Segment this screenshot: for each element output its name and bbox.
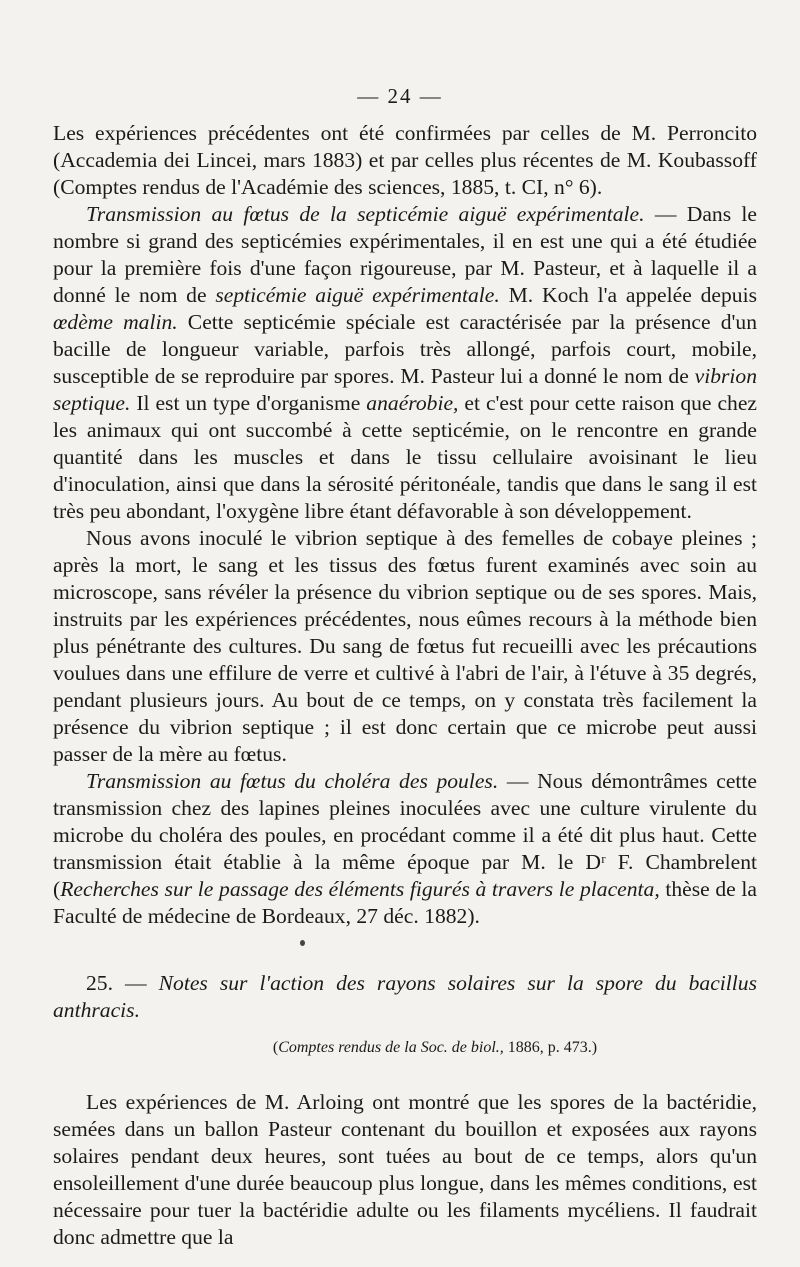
paragraph-2-text-d: Il est un type d'organisme <box>130 391 367 415</box>
paragraph-3: Nous avons inoculé le vibrion septique à des femelles de cobaye pleines ; après la mort, le sang et les tissus des fœtus furent examinés avec soin au microscope, sans révéler la présence du vibrion septique ou de ses spores. Mais, instruits par les expériences précédentes, nous eûmes recours à la méthode bien plus pénétrante des cultures. Du sang de fœtus fut recueilli avec les précautions voulues dans une effilure de verre et cultivé à l'abri de l'air, à l'étuve à 35 degrés, pendant plusieurs jours. Au bout de ce temps, on y constata très facilement la présence du vibrion septique ; il est donc certain que ce microbe peut aussi passer de la mère au fœtus. <box>53 526 757 766</box>
paragraph-4-text-b: thèse de la Faculté de médecine de Bordeaux, 27 déc. 1882). <box>53 877 757 928</box>
paragraph-1: Les expériences précédentes ont été confirmées par celles de M. Perroncito (Accademia dei Lincei, mars 1883) et par celles plus récentes de M. Koubassoff (Comptes rendus de l'Académie des sciences, 1885, t. CI, n° 6). <box>53 121 757 199</box>
term-septicemie: septicémie aiguë expérimentale. <box>215 283 500 307</box>
section-title-cholera: Transmission au fœtus du choléra des poules. <box>86 769 499 793</box>
term-oedeme: œdème malin. <box>53 310 178 334</box>
page-body <box>53 120 757 1251</box>
note-ref-journal: Comptes rendus de la Soc. de biol., <box>278 1039 504 1056</box>
note-heading <box>53 970 757 1024</box>
term-vibrion: vibrion septique. <box>53 364 757 415</box>
term-anaerobie: anaérobie, <box>366 391 459 415</box>
paragraph-2 <box>53 201 757 525</box>
paragraph-5: Les expériences de M. Arloing ont montré que les spores de la bactéridie, semées dans un ballon Pasteur contenant du bouillon et exposées aux rayons solaires pendant deux heures, sont tuées au bout de ce temps, alors qu'un ensoleillement d'une durée beaucoup plus longue, dans les mêmes conditions, est nécessaire pour tuer la bactéridie adulte ou les filaments mycéliens. Il faudrait donc admettre que la <box>53 1090 757 1249</box>
ink-spot <box>300 940 305 946</box>
paragraph-2-text-b: M. Koch l'a appelée depuis <box>499 283 757 307</box>
note-reference <box>53 1034 757 1061</box>
note-number: 25. — <box>86 971 159 995</box>
paragraph-4-text-a: — Nous démontrâmes cette transmission chez des lapines pleines inoculées avec une culture virulente du microbe du choléra des poules, en procédant comme il a été dit plus haut. Cette transmission était établie à la même époque par M. le Dʳ F. Chambrelent ( <box>53 769 757 901</box>
note-ref-open: ( <box>272 1039 279 1056</box>
paragraph-2-text-c: Cette septicémie spéciale est caractérisée par la présence d'un bacille de longueur variable, parfois très allongé, parfois court, mobile, susceptible de se reproduire par spores. M. Pasteur lui a donné le nom de <box>53 310 757 388</box>
note-title: Notes sur l'action des rayons solaires sur la spore du bacillus anthracis. <box>53 971 757 1022</box>
page-number: — 24 — <box>357 84 443 108</box>
note-ref-rest: 1886, p. 473.) <box>503 1039 598 1056</box>
section-title-septicemie: Transmission au fœtus de la septicémie aiguë expérimentale. <box>86 202 645 226</box>
paragraph-4 <box>53 768 757 930</box>
paragraph-2-text-e: et c'est pour cette raison que chez les animaux qui ont succombé à cette septicémie, on le rencontre en grande quantité dans les muscles et dans le tissu cellulaire avoisinant le lieu d'inoculation, ainsi que dans la sérosité péritonéale, tandis que dans le sang il est très peu abondant, l'oxygène libre étant défavorable à son développement. <box>53 391 757 523</box>
reference-title: Recherches sur le passage des éléments figurés à travers le placenta, <box>60 877 660 901</box>
paragraph-2-text-a: — Dans le nombre si grand des septicémies expérimentales, il en est une qui a été étudiée pour la première fois d'une façon rigoureuse, par M. Pasteur, et à laquelle il a donné le nom de <box>53 202 757 307</box>
